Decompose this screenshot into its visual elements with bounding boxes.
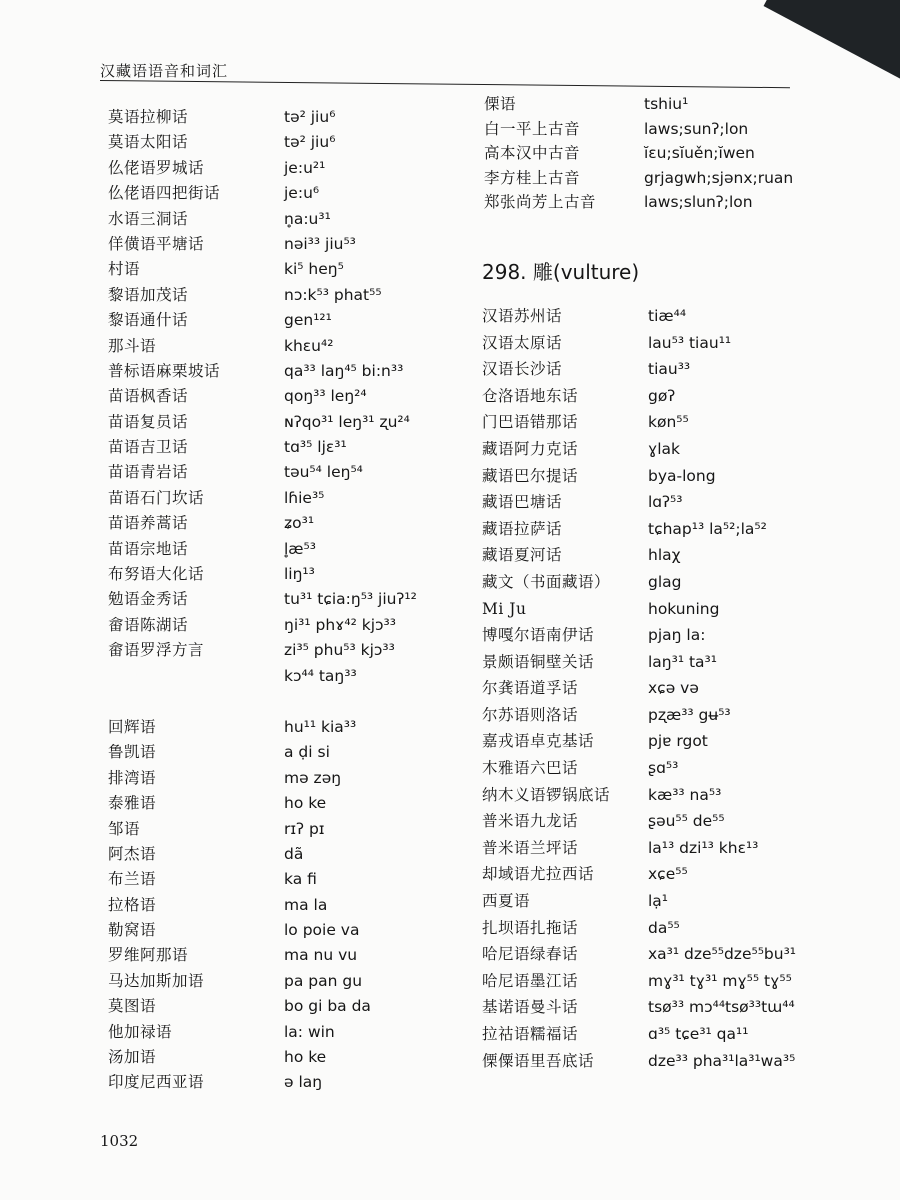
language-name: 西夏语 bbox=[482, 892, 531, 911]
entry-row bbox=[482, 755, 812, 782]
phonetic-form: ʂɑ⁵³ bbox=[648, 759, 679, 778]
language-name: 普米语九龙话 bbox=[482, 812, 579, 831]
language-name: 拉格语 bbox=[108, 895, 157, 914]
phonetic-form: lau⁵³ tiau¹¹ bbox=[648, 333, 732, 352]
phonetic-form: xɕe⁵⁵ bbox=[648, 865, 688, 884]
entry-row bbox=[108, 867, 448, 892]
entry-row bbox=[482, 649, 812, 676]
entry-row bbox=[108, 486, 448, 511]
phonetic-form: hokuning bbox=[648, 599, 720, 618]
language-name: 罗维阿那语 bbox=[108, 946, 189, 965]
entry-row bbox=[482, 702, 812, 729]
language-name: 畲语罗浮方言 bbox=[108, 641, 205, 660]
language-name: 高本汉中古音 bbox=[484, 144, 581, 163]
entry-row bbox=[108, 232, 448, 257]
entry-row bbox=[482, 409, 812, 436]
language-name: 排湾语 bbox=[108, 768, 157, 787]
phonetic-form: ə laŋ bbox=[284, 1073, 323, 1092]
entry-row bbox=[482, 994, 812, 1021]
phonetic-form: ma la bbox=[284, 895, 328, 914]
entry-row bbox=[108, 562, 448, 587]
phonetic-form: dã bbox=[284, 844, 304, 863]
language-name: 鲁凯语 bbox=[108, 743, 157, 762]
phonetic-form: ɑ³⁵ tɕe³¹ qa¹¹ bbox=[648, 1025, 749, 1043]
entry-row bbox=[482, 141, 812, 166]
phonetic-form: ho ke bbox=[284, 1048, 327, 1067]
phonetic-form: tɑ³⁵ ljɛ³¹ bbox=[284, 438, 347, 457]
entry-row bbox=[108, 715, 448, 740]
entry-row bbox=[482, 968, 812, 995]
language-name: 回辉语 bbox=[108, 717, 157, 736]
entry-row bbox=[482, 675, 812, 702]
entry-row bbox=[108, 587, 448, 612]
entry-row bbox=[108, 435, 448, 460]
entry-row bbox=[108, 766, 448, 791]
entry-row bbox=[108, 283, 448, 308]
entry-row bbox=[108, 791, 448, 816]
phonetic-form: qoŋ³³ leŋ²⁴ bbox=[284, 387, 367, 406]
phonetic-form: qa³³ laŋ⁴⁵ bi:n³³ bbox=[284, 361, 404, 380]
phonetic-form: lạ¹ bbox=[648, 892, 669, 911]
entry-row bbox=[108, 156, 448, 181]
phonetic-form: køn⁵⁵ bbox=[648, 413, 689, 432]
running-header: 汉藏语语音和词汇 bbox=[100, 62, 229, 80]
entry-row bbox=[482, 92, 812, 117]
language-name: 藏语拉萨话 bbox=[482, 519, 563, 538]
phonetic-form: ɴʔqo³¹ leŋ³¹ ʐu²⁴ bbox=[284, 412, 410, 431]
phonetic-form: hu¹¹ kia³³ bbox=[284, 717, 357, 736]
language-name: 李方桂上古音 bbox=[484, 168, 581, 187]
language-name: 他加禄语 bbox=[108, 1022, 173, 1041]
entry-row bbox=[108, 1070, 448, 1095]
phonetic-form: pjɐ rgot bbox=[648, 732, 708, 751]
phonetic-form: ki⁵ heŋ⁵ bbox=[284, 260, 344, 279]
phonetic-form: l̥æ⁵³ bbox=[284, 539, 316, 558]
phonetic-form: ʂəu⁵⁵ de⁵⁵ bbox=[648, 812, 725, 831]
phonetic-form: bo gi ba da bbox=[284, 997, 371, 1016]
language-name: 佯僙语平塘话 bbox=[108, 234, 205, 253]
entry-row bbox=[108, 842, 448, 867]
phonetic-form: nəi³³ jiu⁵³ bbox=[284, 234, 356, 253]
entry-row bbox=[482, 436, 812, 463]
language-name: 博嘎尔语南伊话 bbox=[482, 626, 595, 645]
entry-row bbox=[108, 511, 448, 536]
language-name: 仓洛语地东话 bbox=[482, 386, 579, 405]
entry-row bbox=[482, 516, 812, 543]
phonetic-form: tiæ⁴⁴ bbox=[648, 306, 687, 325]
phonetic-form: dze³³ pha³¹la³¹wa³⁵ bbox=[648, 1051, 796, 1070]
entry-row bbox=[108, 613, 448, 638]
entry-row bbox=[482, 190, 812, 215]
entry-row bbox=[482, 728, 812, 755]
language-name: 邹语 bbox=[108, 819, 141, 838]
entry-row bbox=[108, 664, 448, 689]
entry-row bbox=[482, 463, 812, 490]
right-entries bbox=[482, 303, 812, 1074]
phonetic-form: bya-long bbox=[648, 466, 716, 485]
entry-row bbox=[108, 537, 448, 562]
language-name: 傈僳语里吾底话 bbox=[482, 1051, 595, 1070]
phonetic-form: ʑo³¹ bbox=[284, 514, 315, 533]
language-name: 莫图语 bbox=[108, 997, 157, 1016]
entry-row bbox=[482, 596, 812, 623]
language-name: 布兰语 bbox=[108, 870, 157, 889]
phonetic-form: ŋi³¹ phɤ⁴² kjɔ³³ bbox=[284, 615, 396, 634]
phonetic-form: laws;slunʔ;lon bbox=[644, 193, 753, 212]
language-name: 苗语石门坎话 bbox=[108, 488, 205, 507]
entry-row bbox=[482, 888, 812, 915]
phonetic-form: gen¹²¹ bbox=[284, 311, 332, 330]
entry-row bbox=[482, 782, 812, 809]
spacer bbox=[108, 689, 448, 715]
language-name: 苗语养蒿话 bbox=[108, 514, 189, 533]
language-name: 村语 bbox=[108, 260, 141, 279]
entry-row bbox=[108, 130, 448, 155]
phonetic-form: kæ³³ na⁵³ bbox=[648, 785, 722, 804]
language-name: 纳木义语锣锅底话 bbox=[482, 785, 611, 804]
entry-row bbox=[482, 569, 812, 596]
phonetic-form: təu⁵⁴ leŋ⁵⁴ bbox=[284, 463, 363, 482]
language-name: 汉语苏州话 bbox=[482, 306, 563, 325]
language-name: 布努语大化话 bbox=[108, 565, 205, 584]
page-number: 1032 bbox=[100, 1132, 139, 1150]
entry-row bbox=[482, 383, 812, 410]
language-name: 汤加语 bbox=[108, 1048, 157, 1067]
entry-row bbox=[108, 893, 448, 918]
phonetic-form: tə² jiu⁶ bbox=[284, 107, 336, 126]
phonetic-form: tsø³³ mɔ⁴⁴tsø³³tɯ⁴⁴ bbox=[648, 998, 795, 1017]
entry-row bbox=[108, 359, 448, 384]
phonetic-form: pa pan gu bbox=[284, 971, 363, 990]
entry-row bbox=[482, 303, 812, 330]
entry-row bbox=[108, 105, 448, 130]
phonetic-form: lɦie³⁵ bbox=[284, 488, 325, 507]
entry-row bbox=[108, 1045, 448, 1070]
language-name: 藏语巴尔提话 bbox=[482, 466, 579, 485]
language-name: 莫语太阳话 bbox=[108, 133, 189, 152]
language-name: 木雅语六巴话 bbox=[482, 759, 579, 778]
right-column bbox=[482, 92, 812, 1074]
entry-row bbox=[482, 1021, 812, 1048]
entry-row bbox=[108, 638, 448, 663]
phonetic-form: kɔ⁴⁴ taŋ³³ bbox=[284, 666, 357, 685]
entry-row bbox=[108, 944, 448, 969]
language-name: 苗语宗地话 bbox=[108, 539, 189, 558]
phonetic-form: lɑʔ⁵³ bbox=[648, 493, 683, 512]
phonetic-form: xɕə və bbox=[648, 679, 699, 698]
phonetic-form: tə² jiu⁶ bbox=[284, 133, 336, 152]
language-name: 仫佬语四把街话 bbox=[108, 184, 221, 203]
phonetic-form: ĭɛu;sĭuěn;ĭwen bbox=[644, 144, 755, 163]
phonetic-form: ma nu vu bbox=[284, 946, 358, 965]
language-name: 普标语麻栗坡话 bbox=[108, 361, 221, 380]
entry-row bbox=[482, 835, 812, 862]
phonetic-form: zi³⁵ phu⁵³ kjɔ³³ bbox=[284, 641, 395, 660]
phonetic-form: ho ke bbox=[284, 794, 327, 813]
language-name: 汉语太原话 bbox=[482, 333, 563, 352]
language-name: 泰雅语 bbox=[108, 794, 157, 813]
language-name: 黎语通什话 bbox=[108, 311, 189, 330]
phonetic-form: ɣlak bbox=[648, 439, 681, 458]
language-name: 苗语吉卫话 bbox=[108, 438, 189, 457]
phonetic-form: xa³¹ dze⁵⁵dze⁵⁵bu³¹ bbox=[648, 945, 796, 964]
entry-row bbox=[482, 356, 812, 383]
entry-row bbox=[482, 542, 812, 569]
entry-row bbox=[108, 410, 448, 435]
phonetic-form: n̥a:u³¹ bbox=[284, 209, 331, 228]
language-name: 水语三洞话 bbox=[108, 209, 189, 228]
entry-row bbox=[482, 915, 812, 942]
entry-row bbox=[108, 460, 448, 485]
entry-row bbox=[108, 181, 448, 206]
phonetic-form: tu³¹ tɕia:ŋ⁵³ jiuʔ¹² bbox=[284, 590, 417, 609]
right-top-entries bbox=[482, 92, 812, 215]
language-name: 苗语枫香话 bbox=[108, 387, 189, 406]
language-name: 哈尼语绿春话 bbox=[482, 945, 579, 964]
section-title: 298. 雕(vulture) bbox=[482, 259, 640, 284]
language-name: 白一平上古音 bbox=[484, 119, 581, 138]
phonetic-form: tshiu¹ bbox=[644, 95, 689, 113]
entry-row bbox=[108, 994, 448, 1019]
phonetic-form: da⁵⁵ bbox=[648, 918, 680, 937]
phonetic-form: grjagwh;sjənx;ruan bbox=[644, 168, 794, 187]
phonetic-form: glag bbox=[648, 572, 682, 591]
phonetic-form: tiau³³ bbox=[648, 360, 691, 379]
language-name: 扎坝语扎拖话 bbox=[482, 918, 579, 937]
entry-row bbox=[108, 207, 448, 232]
entry-row bbox=[482, 861, 812, 888]
language-name: 藏语巴塘话 bbox=[482, 493, 563, 512]
language-name: 那斗语 bbox=[108, 336, 157, 355]
language-name: 藏语夏河话 bbox=[482, 546, 563, 565]
language-name: 莫语拉柳话 bbox=[108, 107, 189, 126]
language-name: 傈语 bbox=[484, 95, 517, 113]
language-name: 门巴语错那话 bbox=[482, 413, 579, 432]
entry-row bbox=[482, 941, 812, 968]
entry-row bbox=[108, 308, 448, 333]
language-name: 景颇语铜壁关话 bbox=[482, 652, 595, 671]
phonetic-form: khɛu⁴² bbox=[284, 336, 334, 355]
language-name: 藏文（书面藏语） bbox=[482, 572, 611, 591]
phonetic-form: liŋ¹³ bbox=[284, 565, 315, 584]
language-name: 马达加斯加语 bbox=[108, 971, 205, 990]
phonetic-form: rɪʔ pɪ bbox=[284, 819, 325, 838]
language-name: 汉语长沙话 bbox=[482, 360, 563, 379]
phonetic-form: je:u⁶ bbox=[284, 184, 320, 203]
language-name: 印度尼西亚语 bbox=[108, 1073, 205, 1092]
entry-row bbox=[108, 334, 448, 359]
language-name: 畲语陈湖话 bbox=[108, 615, 189, 634]
phonetic-form: mɣ³¹ tɣ³¹ mɣ⁵⁵ tɣ⁵⁵ bbox=[648, 971, 792, 990]
language-name: 苗语复员话 bbox=[108, 412, 189, 431]
phonetic-form: mə zəŋ bbox=[284, 768, 342, 787]
language-name: 尔苏语则洛话 bbox=[482, 705, 579, 724]
language-name: 黎语加茂话 bbox=[108, 285, 189, 304]
phonetic-form: lo poie va bbox=[284, 921, 360, 940]
entry-row bbox=[108, 817, 448, 842]
language-name: 郑张尚芳上古音 bbox=[484, 193, 597, 212]
entry-row bbox=[482, 622, 812, 649]
language-name: 阿杰语 bbox=[108, 844, 157, 863]
header-rule bbox=[100, 80, 790, 88]
entry-row bbox=[482, 166, 812, 191]
language-name: 藏语阿力克话 bbox=[482, 439, 579, 458]
entry-row bbox=[108, 969, 448, 994]
left-column bbox=[108, 105, 448, 1096]
phonetic-form: gøʔ bbox=[648, 386, 676, 405]
language-name: 基诺语曼斗话 bbox=[482, 998, 579, 1017]
language-name: 嘉戎语卓克基话 bbox=[482, 732, 595, 751]
phonetic-form: laws;sunʔ;lon bbox=[644, 119, 749, 138]
phonetic-form: la¹³ dzi¹³ khɛ¹³ bbox=[648, 838, 759, 857]
phonetic-form: tɕhap¹³ la⁵²;la⁵² bbox=[648, 519, 767, 538]
entry-row bbox=[108, 918, 448, 943]
phonetic-form: pjaŋ la: bbox=[648, 626, 706, 645]
language-name: 普米语兰坪话 bbox=[482, 838, 579, 857]
language-name: 勒窝语 bbox=[108, 921, 157, 940]
entry-row bbox=[108, 257, 448, 282]
phonetic-form: laŋ³¹ ta³¹ bbox=[648, 652, 717, 671]
language-name: 拉祜语糯福话 bbox=[482, 1025, 579, 1043]
entry-row bbox=[108, 384, 448, 409]
page-corner-shadow bbox=[764, 0, 900, 81]
phonetic-form: pʐæ³³ gʉ⁵³ bbox=[648, 705, 731, 724]
entry-row bbox=[482, 117, 812, 142]
entry-row bbox=[482, 330, 812, 357]
phonetic-form: ka fi bbox=[284, 870, 317, 889]
entry-row bbox=[482, 1048, 812, 1075]
phonetic-form: nɔ:k⁵³ phat⁵⁵ bbox=[284, 285, 382, 304]
phonetic-form: a ḍi si bbox=[284, 743, 330, 762]
language-name: 却域语尤拉西话 bbox=[482, 865, 595, 884]
language-name: Mi Ju bbox=[482, 599, 527, 618]
language-name: 仫佬语罗城话 bbox=[108, 158, 205, 177]
language-name: 尔龚语道孚话 bbox=[482, 679, 579, 698]
entry-row bbox=[108, 1020, 448, 1045]
entry-row bbox=[482, 808, 812, 835]
language-name: 哈尼语墨江话 bbox=[482, 971, 579, 990]
phonetic-form: je:u²¹ bbox=[284, 158, 326, 177]
phonetic-form: hlaχ bbox=[648, 546, 681, 565]
language-name: 苗语青岩话 bbox=[108, 463, 189, 482]
phonetic-form: la: win bbox=[284, 1022, 335, 1041]
entry-row bbox=[108, 740, 448, 765]
language-name: 勉语金秀话 bbox=[108, 590, 189, 609]
entry-row bbox=[482, 489, 812, 516]
